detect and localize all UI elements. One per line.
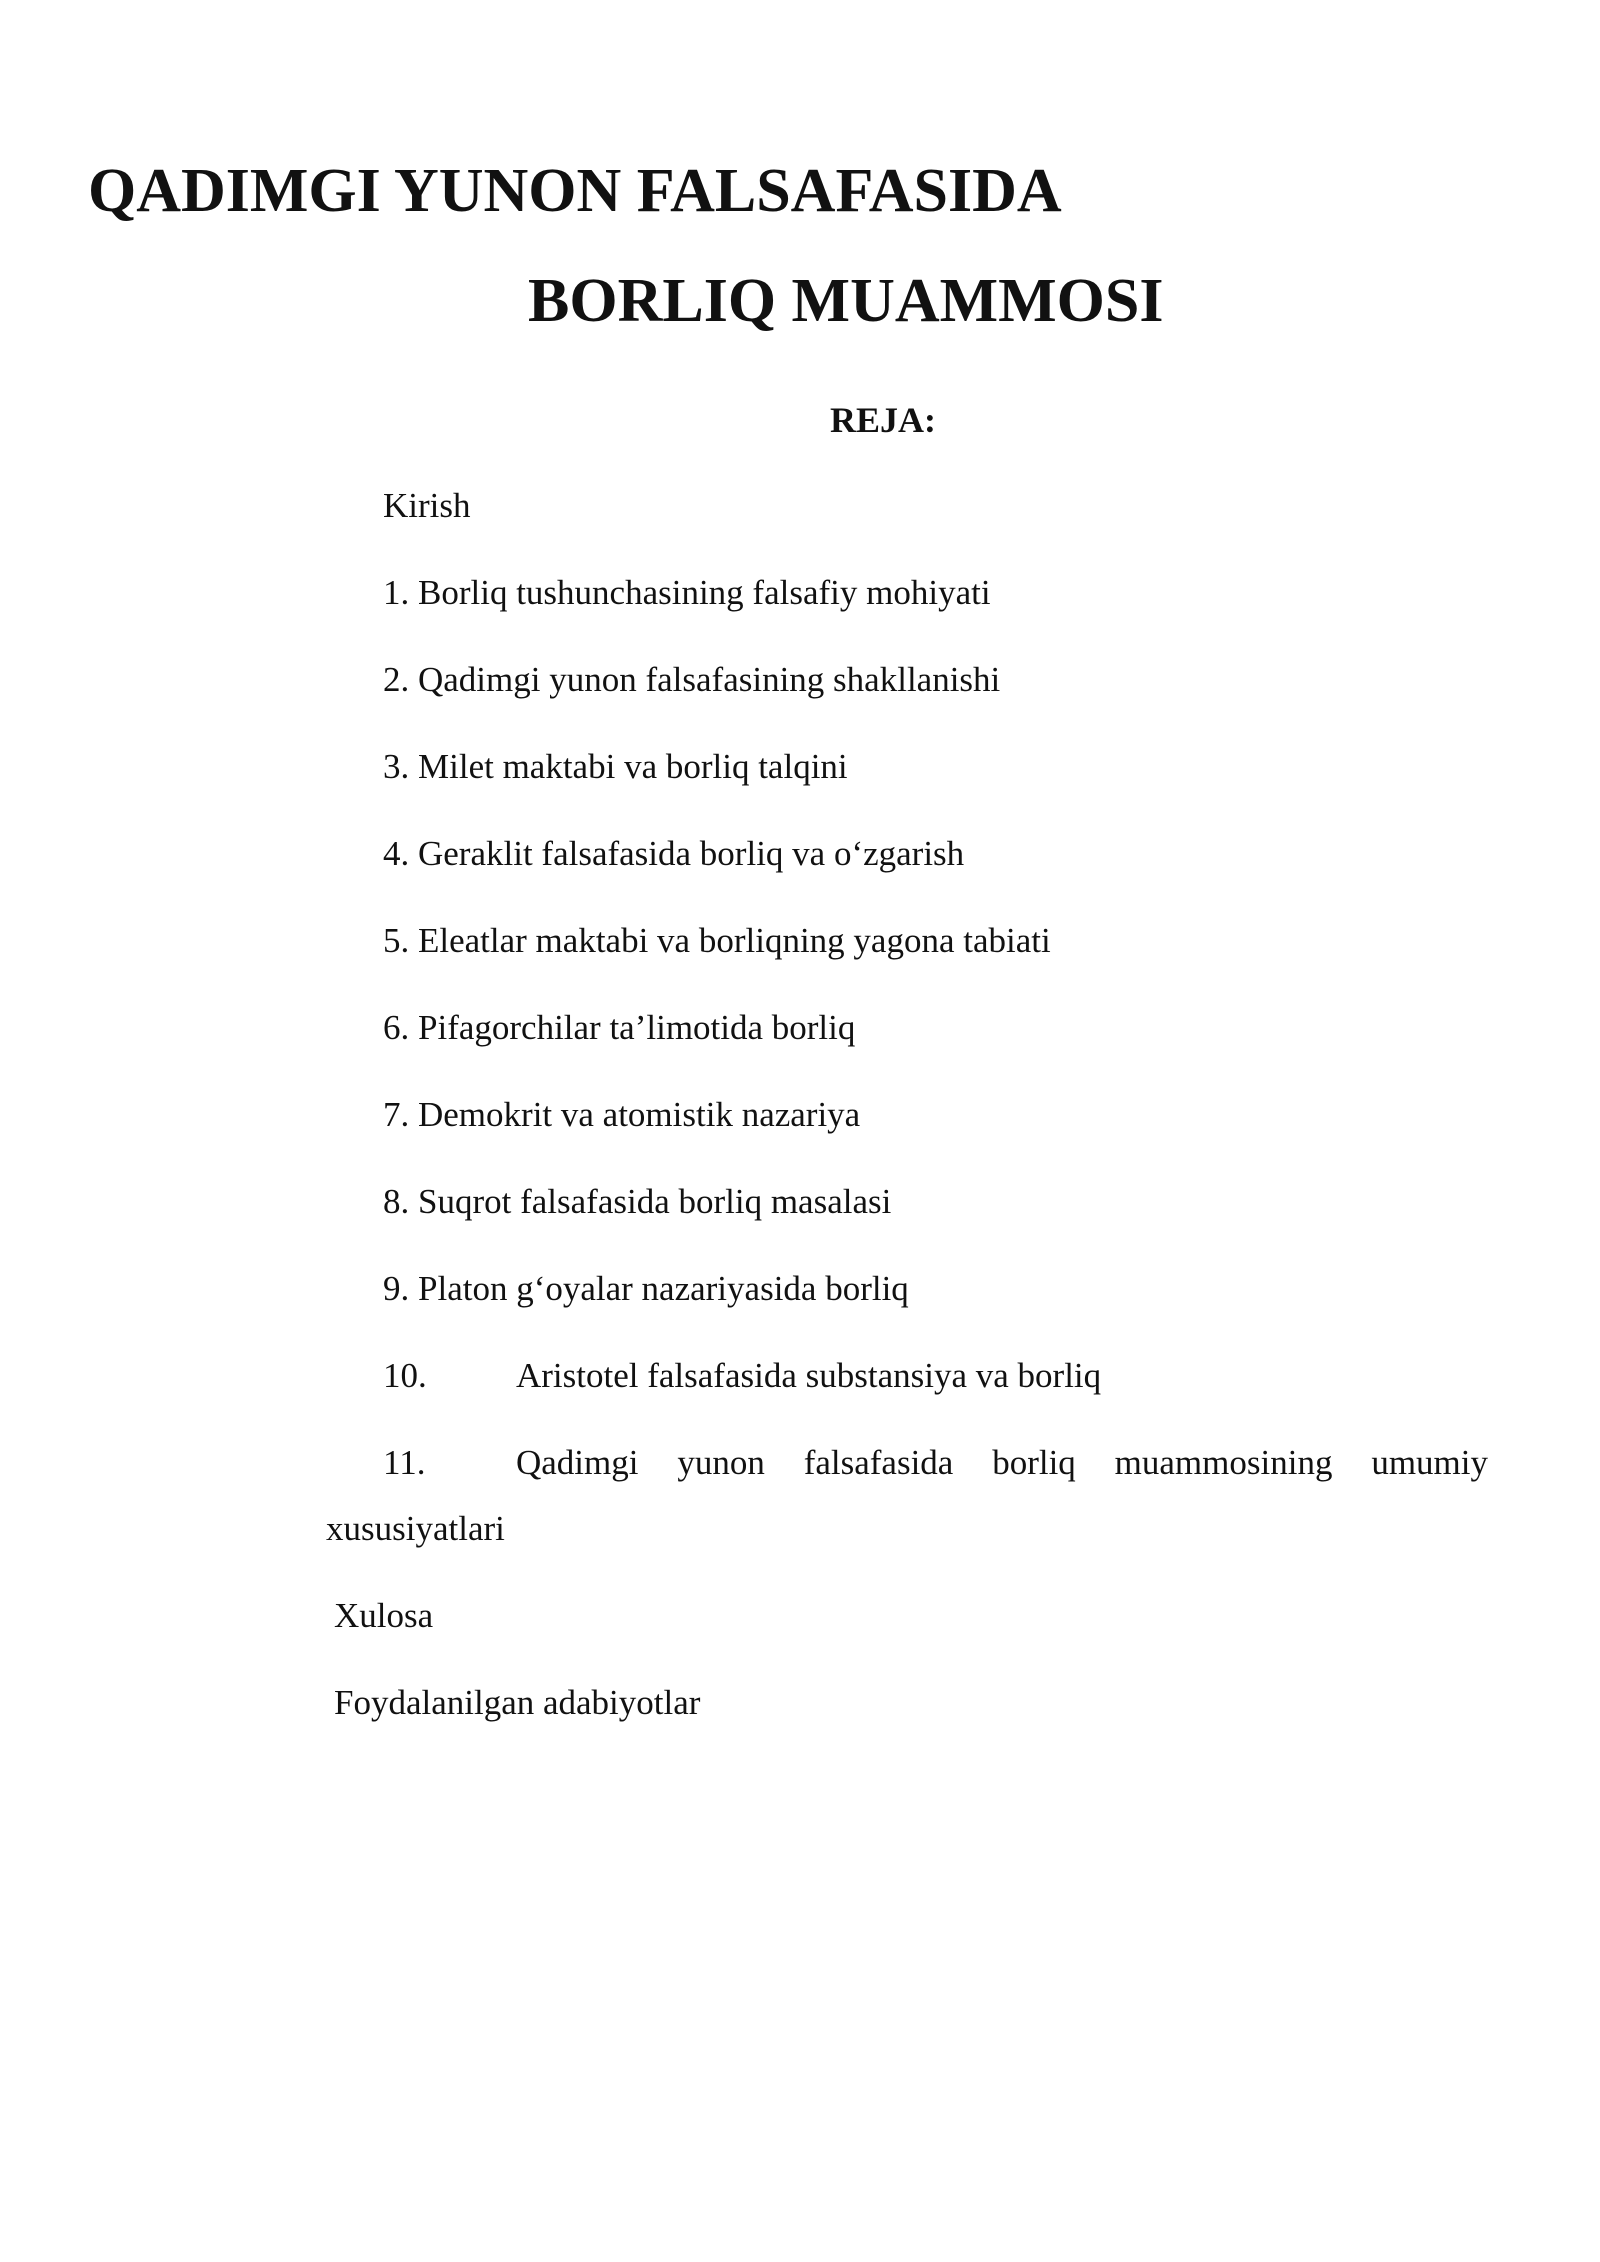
plan-heading: REJA:	[830, 400, 936, 440]
plan-item-11-text	[516, 1441, 1488, 1485]
plan-item-11-word: borliq	[992, 1443, 1076, 1482]
conclusion-item: Xulosa	[334, 1596, 434, 1635]
intro-item: Kirish	[383, 486, 471, 525]
plan-item-11-word: Qadimgi	[516, 1443, 639, 1482]
plan-item-11-word: yunon	[677, 1443, 765, 1482]
plan-item-11-continuation: xususiyatlari	[326, 1509, 505, 1548]
plan-item-5: 5. Eleatlar maktabi va borliqning yagona tabiati	[383, 921, 1051, 960]
plan-item-4: 4. Geraklit falsafasida borliq va o‘zgarish	[383, 834, 965, 873]
plan-item-10-number: 10.	[383, 1356, 427, 1395]
plan-item-3: 3. Milet maktabi va borliq talqini	[383, 747, 848, 786]
plan-item-10-text: Aristotel falsafasida substansiya va borliq	[516, 1356, 1102, 1395]
plan-item-11-word: muammosining	[1114, 1443, 1333, 1482]
plan-item-6: 6. Pifagorchilar ta’limotida borliq	[383, 1008, 856, 1047]
plan-item-7: 7. Demokrit va atomistik nazariya	[383, 1095, 861, 1134]
references-item: Foydalanilgan adabiyotlar	[334, 1683, 701, 1722]
plan-item-11-word: falsafasida	[803, 1443, 954, 1482]
plan-item-11-word: umumiy	[1371, 1443, 1488, 1482]
plan-item-9: 9. Platon g‘oyalar nazariyasida borliq	[383, 1269, 909, 1308]
plan-item-8: 8. Suqrot falsafasida borliq masalasi	[383, 1182, 892, 1221]
plan-item-1: 1. Borliq tushunchasining falsafiy mohiyati	[383, 573, 991, 612]
plan-item-2: 2. Qadimgi yunon falsafasining shakllanishi	[383, 660, 1001, 699]
title-line-2: BORLIQ MUAMMOSI	[528, 267, 1164, 335]
title-line-1: QADIMGI YUNON FALSAFASIDA	[88, 157, 1062, 225]
plan-item-11-number: 11.	[383, 1443, 426, 1482]
